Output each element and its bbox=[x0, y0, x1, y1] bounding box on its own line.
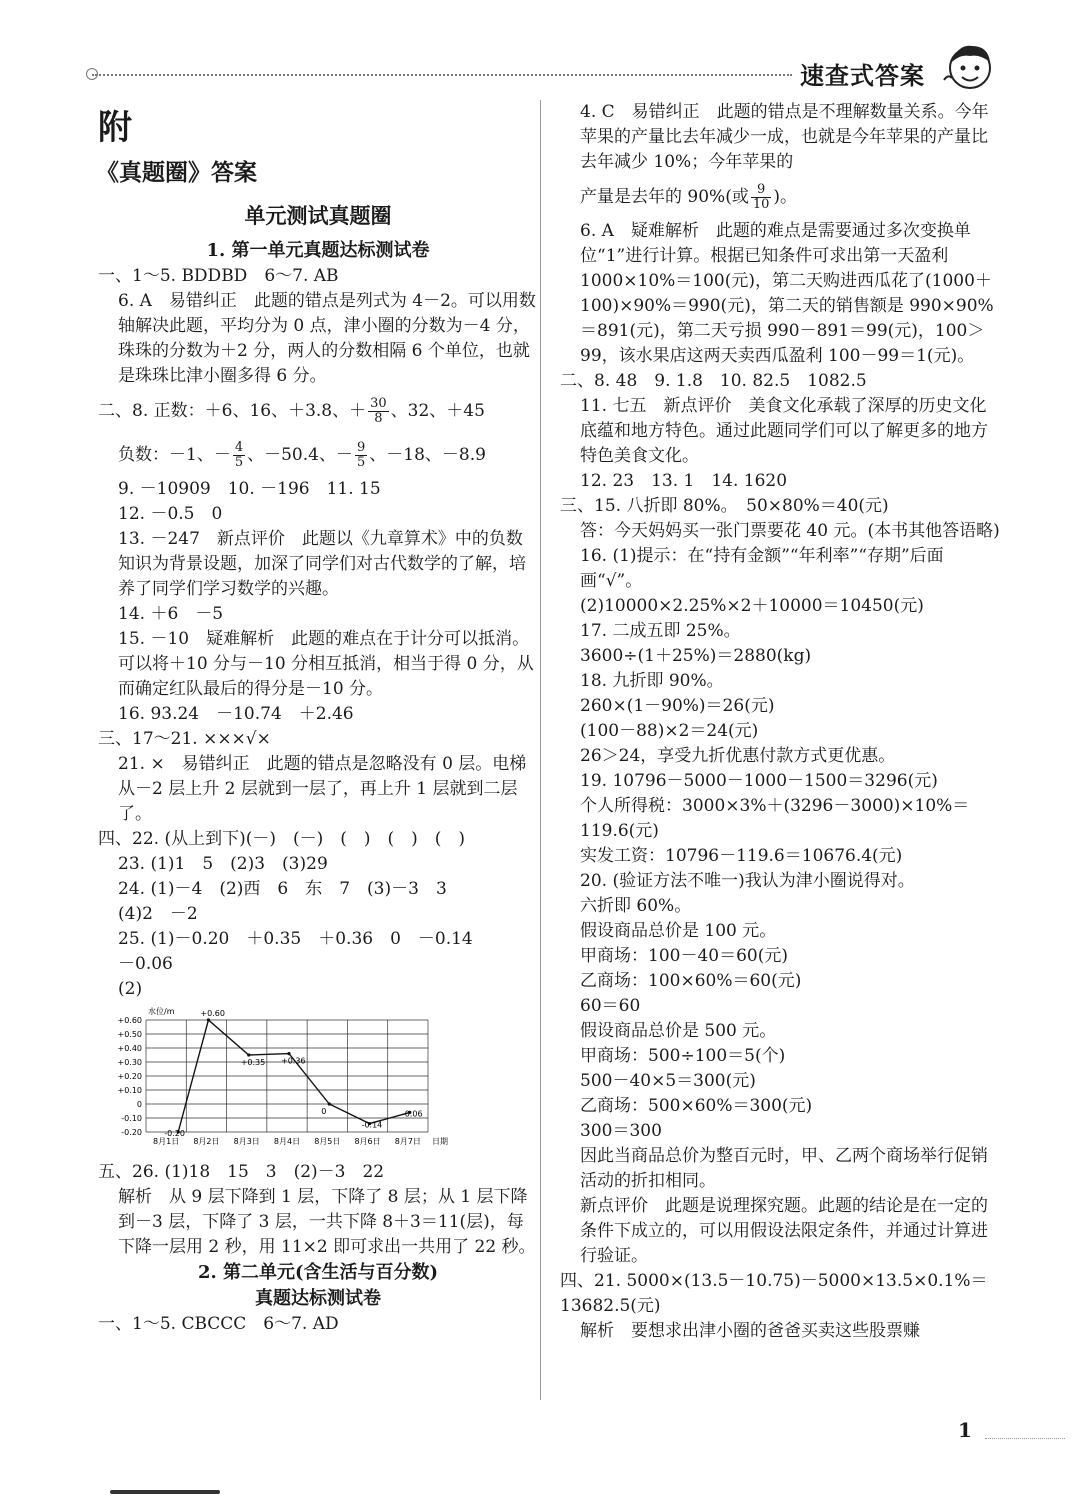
data-label: +0.36 bbox=[281, 1056, 306, 1066]
answer-line: 17. 二成五即 25%。 bbox=[580, 621, 741, 641]
data-label: 0 bbox=[321, 1107, 327, 1116]
answer-line: 500－40×5＝300(元) bbox=[580, 1071, 756, 1091]
y-tick-label: -0.10 bbox=[121, 1114, 142, 1123]
answer-line-q4-end: 产量是去年的 90%(或 $\frac{9}{10}$ )。 bbox=[580, 182, 798, 212]
x-tick-label: 8月5日 bbox=[314, 1137, 341, 1146]
answer-line: 四、22. (从上到下)(－) (－) ( ) ( ) ( ) bbox=[98, 829, 466, 849]
data-label: +0.60 bbox=[200, 1009, 225, 1018]
y-tick-label: +0.40 bbox=[117, 1044, 142, 1053]
x-tick-label: 8月2日 bbox=[193, 1137, 220, 1146]
section-title: 单元测试真题圈 bbox=[244, 203, 392, 228]
y-tick-label: -0.20 bbox=[121, 1128, 142, 1137]
answer-line: 3600÷(1＋25%)＝2880(kg) bbox=[580, 646, 812, 666]
answer-line: 甲商场：500÷100＝5(个) bbox=[580, 1046, 786, 1066]
fraction: $\frac{9}{10}$ bbox=[752, 182, 770, 212]
column-divider bbox=[540, 100, 541, 1400]
answer-line: 26＞24，享受九折优惠付款方式更优惠。 bbox=[580, 746, 896, 766]
water-level-chart bbox=[98, 1002, 478, 1152]
answer-line: 乙商场：500×60%＝300(元) bbox=[580, 1096, 813, 1116]
answer-line: 14. ＋6 －5 bbox=[118, 604, 224, 624]
right-column bbox=[560, 100, 1000, 1344]
answer-line: 13. －247 新点评价 此题以《九章算术》中的负数知识为背景设题，加深了同学们对古代数学的了解，培养了同学们学习数学的兴趣。 bbox=[118, 529, 526, 599]
data-label: +0.35 bbox=[240, 1058, 266, 1067]
data-point bbox=[207, 1018, 210, 1021]
answer-line: 23. (1)1 5 (2)3 (3)29 bbox=[118, 854, 328, 874]
answer-line: 解析 从 9 层下降到 1 层，下降了 8 层；从 1 层下降到－3 层，下降了 3 层，一共下降 8＋3＝11(层)，每下降一层用 2 秒，用 11×2 即可求出一共用了 22 秒。 bbox=[118, 1187, 536, 1257]
answer-line: 乙商场：100×60%＝60(元) bbox=[580, 971, 802, 991]
answer-line: (2)10000×2.25%×2＋10000＝10450(元) bbox=[580, 596, 924, 616]
y-tick-label: +0.50 bbox=[117, 1030, 142, 1039]
answer-line: 一、1～5. CBCCC 6～7. AD bbox=[98, 1314, 339, 1334]
data-label: -0.14 bbox=[361, 1120, 383, 1130]
fraction: $\frac{30}{8}$ bbox=[370, 396, 387, 426]
answer-line: 因此当商品总价为整百元时，甲、乙两个商场举行促销活动的折扣相同。 bbox=[580, 1146, 988, 1191]
data-label: -0.20 bbox=[164, 1129, 185, 1138]
answer-line: 300＝300 bbox=[580, 1121, 662, 1141]
answer-line: 假设商品总价是 100 元。 bbox=[580, 921, 777, 941]
mascot-icon bbox=[940, 40, 1000, 96]
answer-line: 20. (验证方法不唯一)我认为津小圈说得对。 bbox=[580, 871, 915, 891]
data-point bbox=[328, 1102, 331, 1105]
data-point bbox=[287, 1052, 290, 1055]
answer-line: 15. －10 疑难解析 此题的难点在于计分可以抵消。可以将＋10 分与－10 分相互抵消，相当于得 0 分，从而确定红队最后的得分是－10 分。 bbox=[118, 629, 534, 699]
answer-line: 甲商场：100－40＝60(元) bbox=[580, 946, 788, 966]
answer-line: 60＝60 bbox=[580, 996, 641, 1016]
answer-line: 21. × 易错纠正 此题的错点是忽略没有 0 层。电梯从－2 层上升 2 层就到一层了，再上升 1 层就到二层了。 bbox=[118, 754, 527, 824]
running-header-title: 速查式答案 bbox=[800, 62, 925, 90]
answer-line: 实发工资：10796－119.6＝10676.4(元) bbox=[580, 846, 903, 866]
data-label: -0.06 bbox=[401, 1109, 423, 1119]
y-tick-label: +0.10 bbox=[117, 1086, 142, 1095]
y-tick-label: +0.20 bbox=[117, 1072, 142, 1081]
answer-line: 12. －0.5 0 bbox=[118, 504, 223, 524]
answer-line: 答：今天妈妈买一张门票要花 40 元。(本书其他答语略) bbox=[580, 521, 1000, 541]
page-number-rule bbox=[985, 1438, 1065, 1439]
answer-line: 新点评价 此题是说理探究题。此题的结论是在一定的条件下成立的，可以用假设法限定条件，并通过计算进行验证。 bbox=[580, 1196, 988, 1266]
fraction: $\frac{4}{5}$ bbox=[234, 440, 244, 470]
x-tick-label: 8月7日 bbox=[394, 1137, 421, 1146]
answer-line: 个人所得税：3000×3%＋(3296－3000)×10%＝119.6(元) bbox=[580, 796, 970, 841]
header-rule bbox=[92, 74, 792, 76]
answer-line: 一、1～5. BDDBD 6～7. AB bbox=[98, 266, 339, 286]
y-tick-label: +0.30 bbox=[117, 1058, 142, 1067]
x-tick-label: 8月3日 bbox=[233, 1137, 260, 1146]
scan-mark bbox=[110, 1490, 220, 1494]
answer-line: －0.06 bbox=[118, 954, 173, 974]
answer-line-q8-positive: 二、8. 正数：＋6、16、＋3.8、＋ $\frac{30}{8}$ 、32、＋45 bbox=[98, 396, 485, 426]
answer-line: 五、26. (1)18 15 3 (2)－3 22 bbox=[98, 1162, 385, 1182]
answer-line: 6. A 易错纠正 此题的错点是列式为 4－2。可以用数轴解决此题，平均分为 0 点，津小圈的分数为－4 分，珠珠的分数为＋2 分，两人的分数相隔 6 个单位，也就是珠珠比津小圈多得 6 分。 bbox=[118, 291, 536, 386]
answer-line: (100－88)×2＝24(元) bbox=[580, 721, 759, 741]
unit2-title: 2. 第二单元(含生活与百分数) bbox=[197, 1262, 439, 1283]
answer-line: 12. 23 13. 1 14. 1620 bbox=[580, 471, 788, 491]
answer-line: 24. (1)－4 (2)西 6 东 7 (3)－3 3 bbox=[118, 879, 447, 899]
x-axis-label: 日期 bbox=[432, 1137, 448, 1146]
y-tick-label: 0 bbox=[136, 1100, 142, 1109]
book-answer-title: 《真题圈》答案 bbox=[96, 159, 257, 186]
data-point bbox=[247, 1053, 250, 1056]
answer-line: (2) bbox=[118, 979, 143, 999]
answer-line-q8-negative: 负数：－1、－ $\frac{4}{5}$ 、－50.4、－ $\frac{9}{5}$ 、－18、－8.9 bbox=[118, 440, 486, 470]
left-column bbox=[98, 100, 538, 1337]
unit1-title: 1. 第一单元真题达标测试卷 bbox=[206, 240, 430, 261]
answer-line: 四、21. 5000×(13.5－10.75)－5000×13.5×0.1%＝13682.5(元) bbox=[560, 1271, 988, 1316]
appendix-heading: 附 bbox=[98, 108, 132, 148]
answer-line: 9. －10909 10. －196 11. 15 bbox=[118, 479, 381, 499]
answer-line: 三、15. 八折即 80%。 50×80%＝40(元) bbox=[560, 496, 889, 516]
x-tick-label: 8月6日 bbox=[354, 1137, 381, 1146]
y-axis-label: 水位/m bbox=[148, 1007, 175, 1016]
answer-line: 11. 七五 新点评价 美食文化承载了深厚的历史文化底蕴和地方特色。通过此题同学们可以了解更多的地方特色美食文化。 bbox=[580, 396, 988, 466]
answer-line: 假设商品总价是 500 元。 bbox=[580, 1021, 777, 1041]
answer-line: 6. A 疑难解析 此题的难点是需要通过多次变换单位“1”进行计算。根据已知条件可求出第一天盈利 1000×10%＝100(元)，第二天购进西瓜花了(1000＋100)×90%＝990(元)，第二天的销售额是 990×90%＝891(元)，第二天亏损 990－891＝99(元)，100＞99，该水果店这两天卖西瓜盈利 100－99＝1(元)。 bbox=[580, 221, 994, 366]
answer-line: 16. 93.24 －10.74 ＋2.46 bbox=[118, 704, 354, 724]
answer-line: 解析 要想求出津小圈的爸爸买卖这些股票赚 bbox=[580, 1321, 920, 1341]
answer-line: (4)2 －2 bbox=[118, 904, 198, 924]
unit2-subtitle: 真题达标测试卷 bbox=[255, 1288, 381, 1309]
answer-line: 三、17～21. ×××√× bbox=[98, 729, 271, 749]
answer-line: 260×(1－90%)＝26(元) bbox=[580, 696, 775, 716]
page-number: 1 bbox=[958, 1418, 972, 1442]
answer-line: 16. (1)提示：在“持有金额”“年利率”“存期”后面画“√”。 bbox=[580, 546, 944, 591]
answer-line: 19. 10796－5000－1000－1500＝3296(元) bbox=[580, 771, 938, 791]
x-tick-label: 8月1日 bbox=[153, 1137, 180, 1146]
y-tick-label: +0.60 bbox=[117, 1016, 142, 1025]
answer-line: 18. 九折即 90%。 bbox=[580, 671, 724, 691]
answer-line: 二、8. 48 9. 1.8 10. 82.5 1082.5 bbox=[560, 371, 867, 391]
fraction: $\frac{9}{5}$ bbox=[356, 440, 366, 470]
x-tick-label: 8月4日 bbox=[273, 1137, 301, 1146]
answer-line: 4. C 易错纠正 此题的错点是不理解数量关系。今年苹果的产量比去年减少一成，也就是今年苹果的产量比去年减少 10%；今年苹果的 bbox=[580, 102, 989, 172]
answer-line: 六折即 60%。 bbox=[580, 896, 692, 916]
answer-line: 25. (1)－0.20 ＋0.35 ＋0.36 0 －0.14 bbox=[118, 929, 473, 949]
